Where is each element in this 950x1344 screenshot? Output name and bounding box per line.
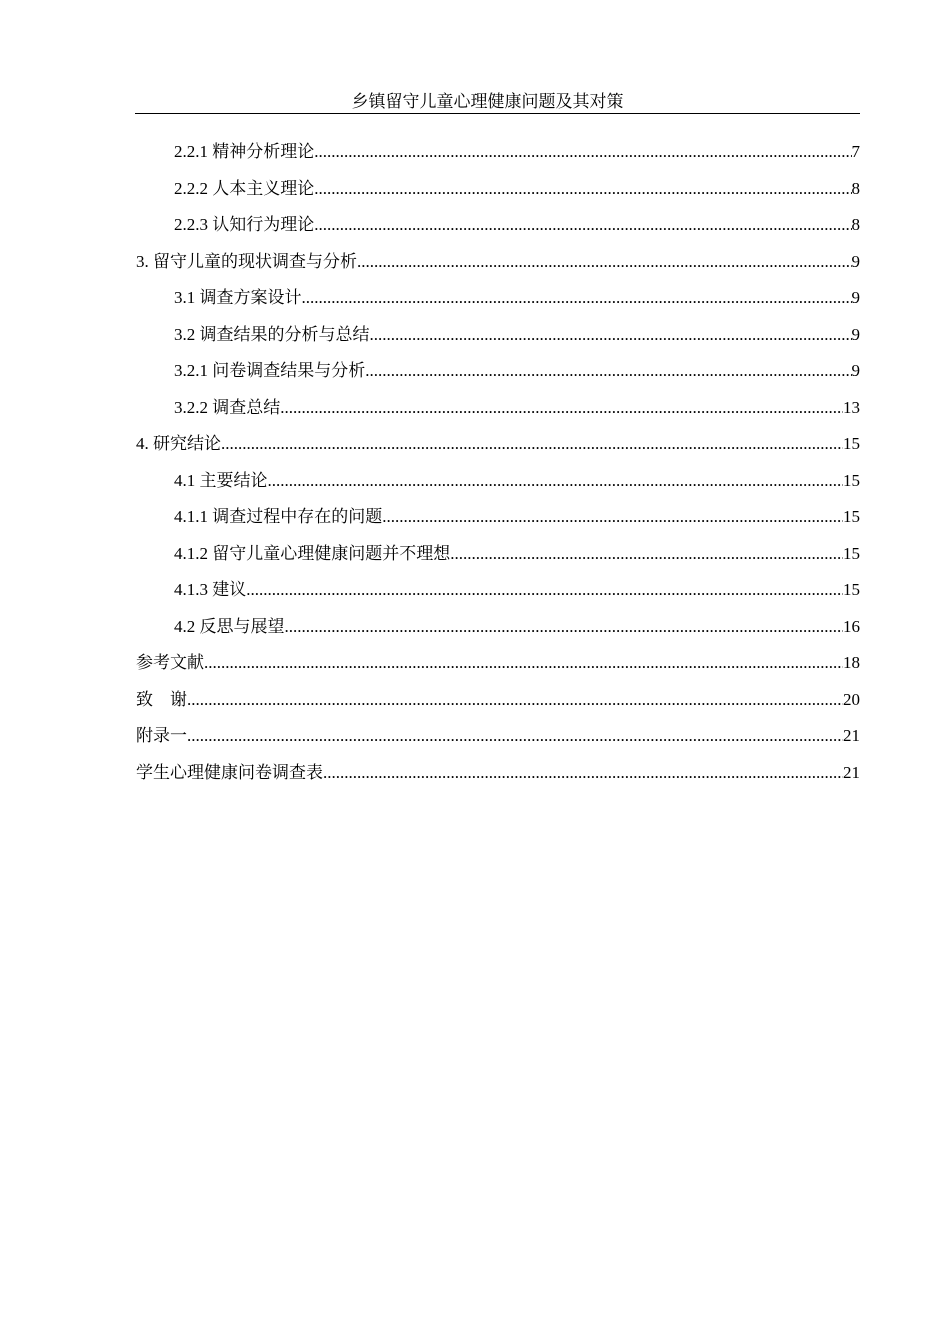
toc-entry-title: 4.1 主要结论	[174, 470, 268, 490]
toc-leader-dots	[314, 177, 851, 201]
toc-entry[interactable]	[136, 578, 860, 615]
toc-leader-dots	[280, 396, 843, 420]
toc-leader-dots	[187, 724, 843, 748]
toc-leader-dots	[285, 615, 844, 639]
toc-entry[interactable]	[136, 761, 860, 798]
toc-entry[interactable]	[136, 615, 860, 652]
toc-entry-page: 15	[843, 434, 860, 453]
toc-entry-page: 7	[851, 142, 860, 161]
toc-entry[interactable]	[136, 469, 860, 506]
toc-leader-dots	[268, 469, 844, 493]
toc-entry[interactable]	[136, 651, 860, 688]
toc-entry-page: 21	[843, 726, 860, 745]
toc-entry[interactable]	[136, 724, 860, 761]
toc-entry-title: 3. 留守儿童的现状调查与分析	[136, 251, 357, 271]
toc-entry-title: 4.1.3 建议	[174, 580, 247, 599]
toc-leader-dots	[450, 542, 843, 566]
toc-entry-page: 15	[843, 507, 860, 526]
toc-entry-page: 16	[843, 616, 860, 636]
toc-entry-title: 4. 研究结论	[136, 434, 221, 453]
toc-entry[interactable]	[136, 323, 860, 360]
toc-entry-title: 3.2.1 问卷调查结果与分析	[174, 361, 366, 380]
toc-entry-page: 9	[851, 361, 860, 380]
toc-entry-title: 学生心理健康问卷调查表	[136, 762, 323, 782]
table-of-contents	[136, 140, 860, 797]
toc-entry-page: 13	[843, 397, 860, 417]
toc-entry-page: 15	[843, 543, 860, 563]
toc-leader-dots	[314, 140, 851, 164]
toc-entry[interactable]	[136, 213, 860, 250]
toc-entry-page: 9	[851, 251, 860, 271]
toc-entry[interactable]	[136, 432, 860, 469]
toc-entry-page: 9	[851, 288, 860, 307]
toc-leader-dots	[370, 323, 852, 347]
toc-entry[interactable]	[136, 542, 860, 579]
toc-entry-page: 15	[843, 580, 860, 599]
toc-entry[interactable]	[136, 505, 860, 542]
toc-entry-title: 3.2 调查结果的分析与总结	[174, 324, 370, 344]
toc-leader-dots	[204, 651, 843, 675]
toc-entry-title: 致 谢	[136, 689, 187, 709]
toc-leader-dots	[187, 688, 843, 712]
toc-entry[interactable]	[136, 140, 860, 177]
toc-entry-title: 3.1 调查方案设计	[174, 288, 302, 307]
page-header	[135, 90, 860, 114]
toc-entry-page: 18	[843, 653, 860, 672]
toc-entry-page: 8	[851, 178, 860, 198]
toc-entry-page: 9	[851, 324, 860, 344]
toc-entry[interactable]	[136, 177, 860, 214]
toc-leader-dots	[314, 213, 851, 237]
toc-entry[interactable]	[136, 396, 860, 433]
toc-leader-dots	[365, 359, 851, 383]
toc-leader-dots	[221, 432, 843, 456]
toc-leader-dots	[357, 250, 852, 274]
toc-leader-dots	[382, 505, 843, 529]
toc-entry-title: 4.1.1 调查过程中存在的问题	[174, 507, 383, 526]
toc-leader-dots	[323, 761, 843, 785]
toc-entry-title: 4.1.2 留守儿童心理健康问题并不理想	[174, 543, 451, 563]
toc-leader-dots	[302, 286, 852, 310]
toc-entry-title: 2.2.2 人本主义理论	[174, 178, 315, 198]
document-title: 乡镇留守儿童心理健康问题及其对策	[351, 92, 624, 111]
toc-entry-title: 4.2 反思与展望	[174, 616, 285, 636]
toc-entry[interactable]	[136, 250, 860, 287]
toc-entry-page: 15	[843, 470, 860, 490]
toc-leader-dots	[246, 578, 843, 602]
toc-entry-page: 21	[843, 762, 860, 782]
toc-entry-title: 3.2.2 调查总结	[174, 397, 281, 417]
toc-entry-title: 2.2.1 精神分析理论	[174, 142, 315, 161]
toc-entry-title: 参考文献	[136, 653, 204, 672]
toc-entry-title: 2.2.3 认知行为理论	[174, 215, 315, 234]
toc-entry-page: 8	[851, 215, 860, 234]
toc-entry-page: 20	[843, 689, 860, 709]
toc-entry[interactable]	[136, 688, 860, 725]
toc-entry-title: 附录一	[136, 726, 187, 745]
toc-entry[interactable]	[136, 359, 860, 396]
toc-entry[interactable]	[136, 286, 860, 323]
